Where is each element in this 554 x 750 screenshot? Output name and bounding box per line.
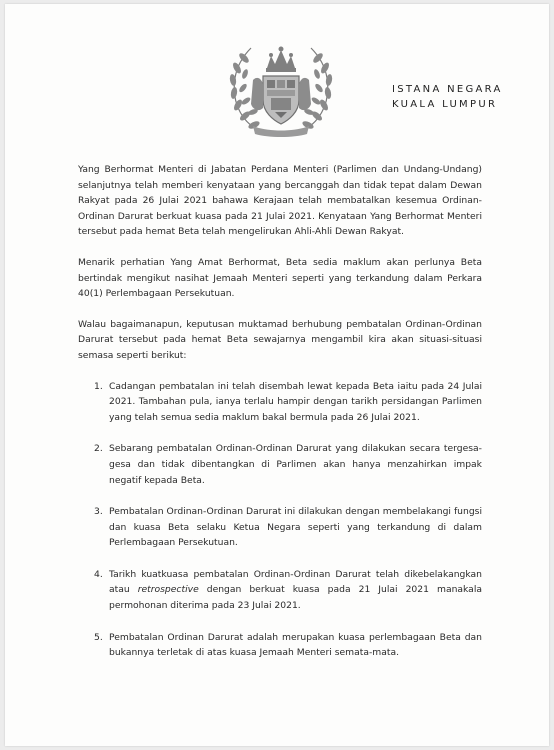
letterhead-address [392,82,503,112]
numbered-list [78,379,482,661]
list-item-italic-term: retrospective [137,584,199,596]
list-item-text: Cadangan pembatalan ini telah disembah lewat kepada Beta iaitu pada 24 Julai 2021. Tambahan pula, ianya terlalu hampir dengan tarikh persidangan Parlimen yang telah semua sedia maklum bakal bermula pada 26 Julai 2021. [109,380,482,423]
list-item-number: 4. [94,568,103,580]
list-item [78,504,482,551]
list-item-number: 1. [94,380,103,392]
list-item-number: 3. [94,506,103,518]
list-item [78,630,482,661]
list-item-number: 5. [94,631,103,643]
list-item-text: Sebarang pembatalan Ordinan-Ordinan Darurat yang dilakukan secara tergesa-gesa dan tidak dibentangkan di Parlimen akan hanya menzahirkan impak negatif kepada Beta. [109,443,482,486]
paragraph-1: Yang Berhormat Menteri di Jabatan Perdana Menteri (Parlimen dan Undang-Undang) selanjutnya telah memberi kenyataan yang bercanggah dan tidak tepat dalam Dewan Rakyat pada 26 Julai 2021 bahawa Kerajaan telah membatalkan kesemua Ordinan-Ordinan Darurat berkuat kuasa pada 21 Julai 2021. Kenyataan Yang Berhormat Menteri tersebut pada hemat Beta telah mengelirukan Ahli-Ahli Dewan Rakyat. [78,164,482,238]
list-item-text-part: Tarikh kuatkuasa pembatalan Ordinan-Ordinan Darurat telah dikebelakangkan atau [109,568,482,596]
list-item-number: 2. [94,443,103,455]
letterhead-line-2: KUALA LUMPUR [392,99,498,110]
list-item-text: Pembatalan Ordinan-Ordinan Darurat ini dilakukan dengan membelakangi fungsi dan kuasa Beta selaku Ketua Negara seperti yang terkandung di dalam Perlembagaan Persekutuan. [109,506,482,549]
paragraph-3: Walau bagaimanapun, keputusan muktamad berhubung pembatalan Ordinan-Ordinan Darurat tersebut pada hemat Beta sewajarnya mengambil kira akan situasi-situasi semasa seperti berikut: [78,318,482,361]
list-item [78,379,482,426]
list-item [78,441,482,488]
royal-coat-of-arms-icon [223,38,339,142]
list-item-text-part: dengan berkuat kuasa pada 21 Julai 2021 manakala permohonan diterima pada 23 Julai 2021. [109,584,482,612]
letterhead-line-1: ISTANA NEGARA [392,84,503,95]
list-item-text: Pembatalan Ordinan Darurat adalah merupakan kuasa perlembagaan Beta dan bukannya terletak di atas kuasa Jemaah Menteri semata-mata. [109,631,482,659]
letter-page [5,4,549,746]
letter-body [78,162,482,677]
paragraph-2: Menarik perhatian Yang Amat Berhormat, Beta sedia maklum akan perlunya Beta bertindak mengikut nasihat Jemaah Menteri seperti yang terkandung dalam Perkara 40(1) Perlembagaan Persekutuan. [78,256,482,300]
list-item [78,567,482,614]
